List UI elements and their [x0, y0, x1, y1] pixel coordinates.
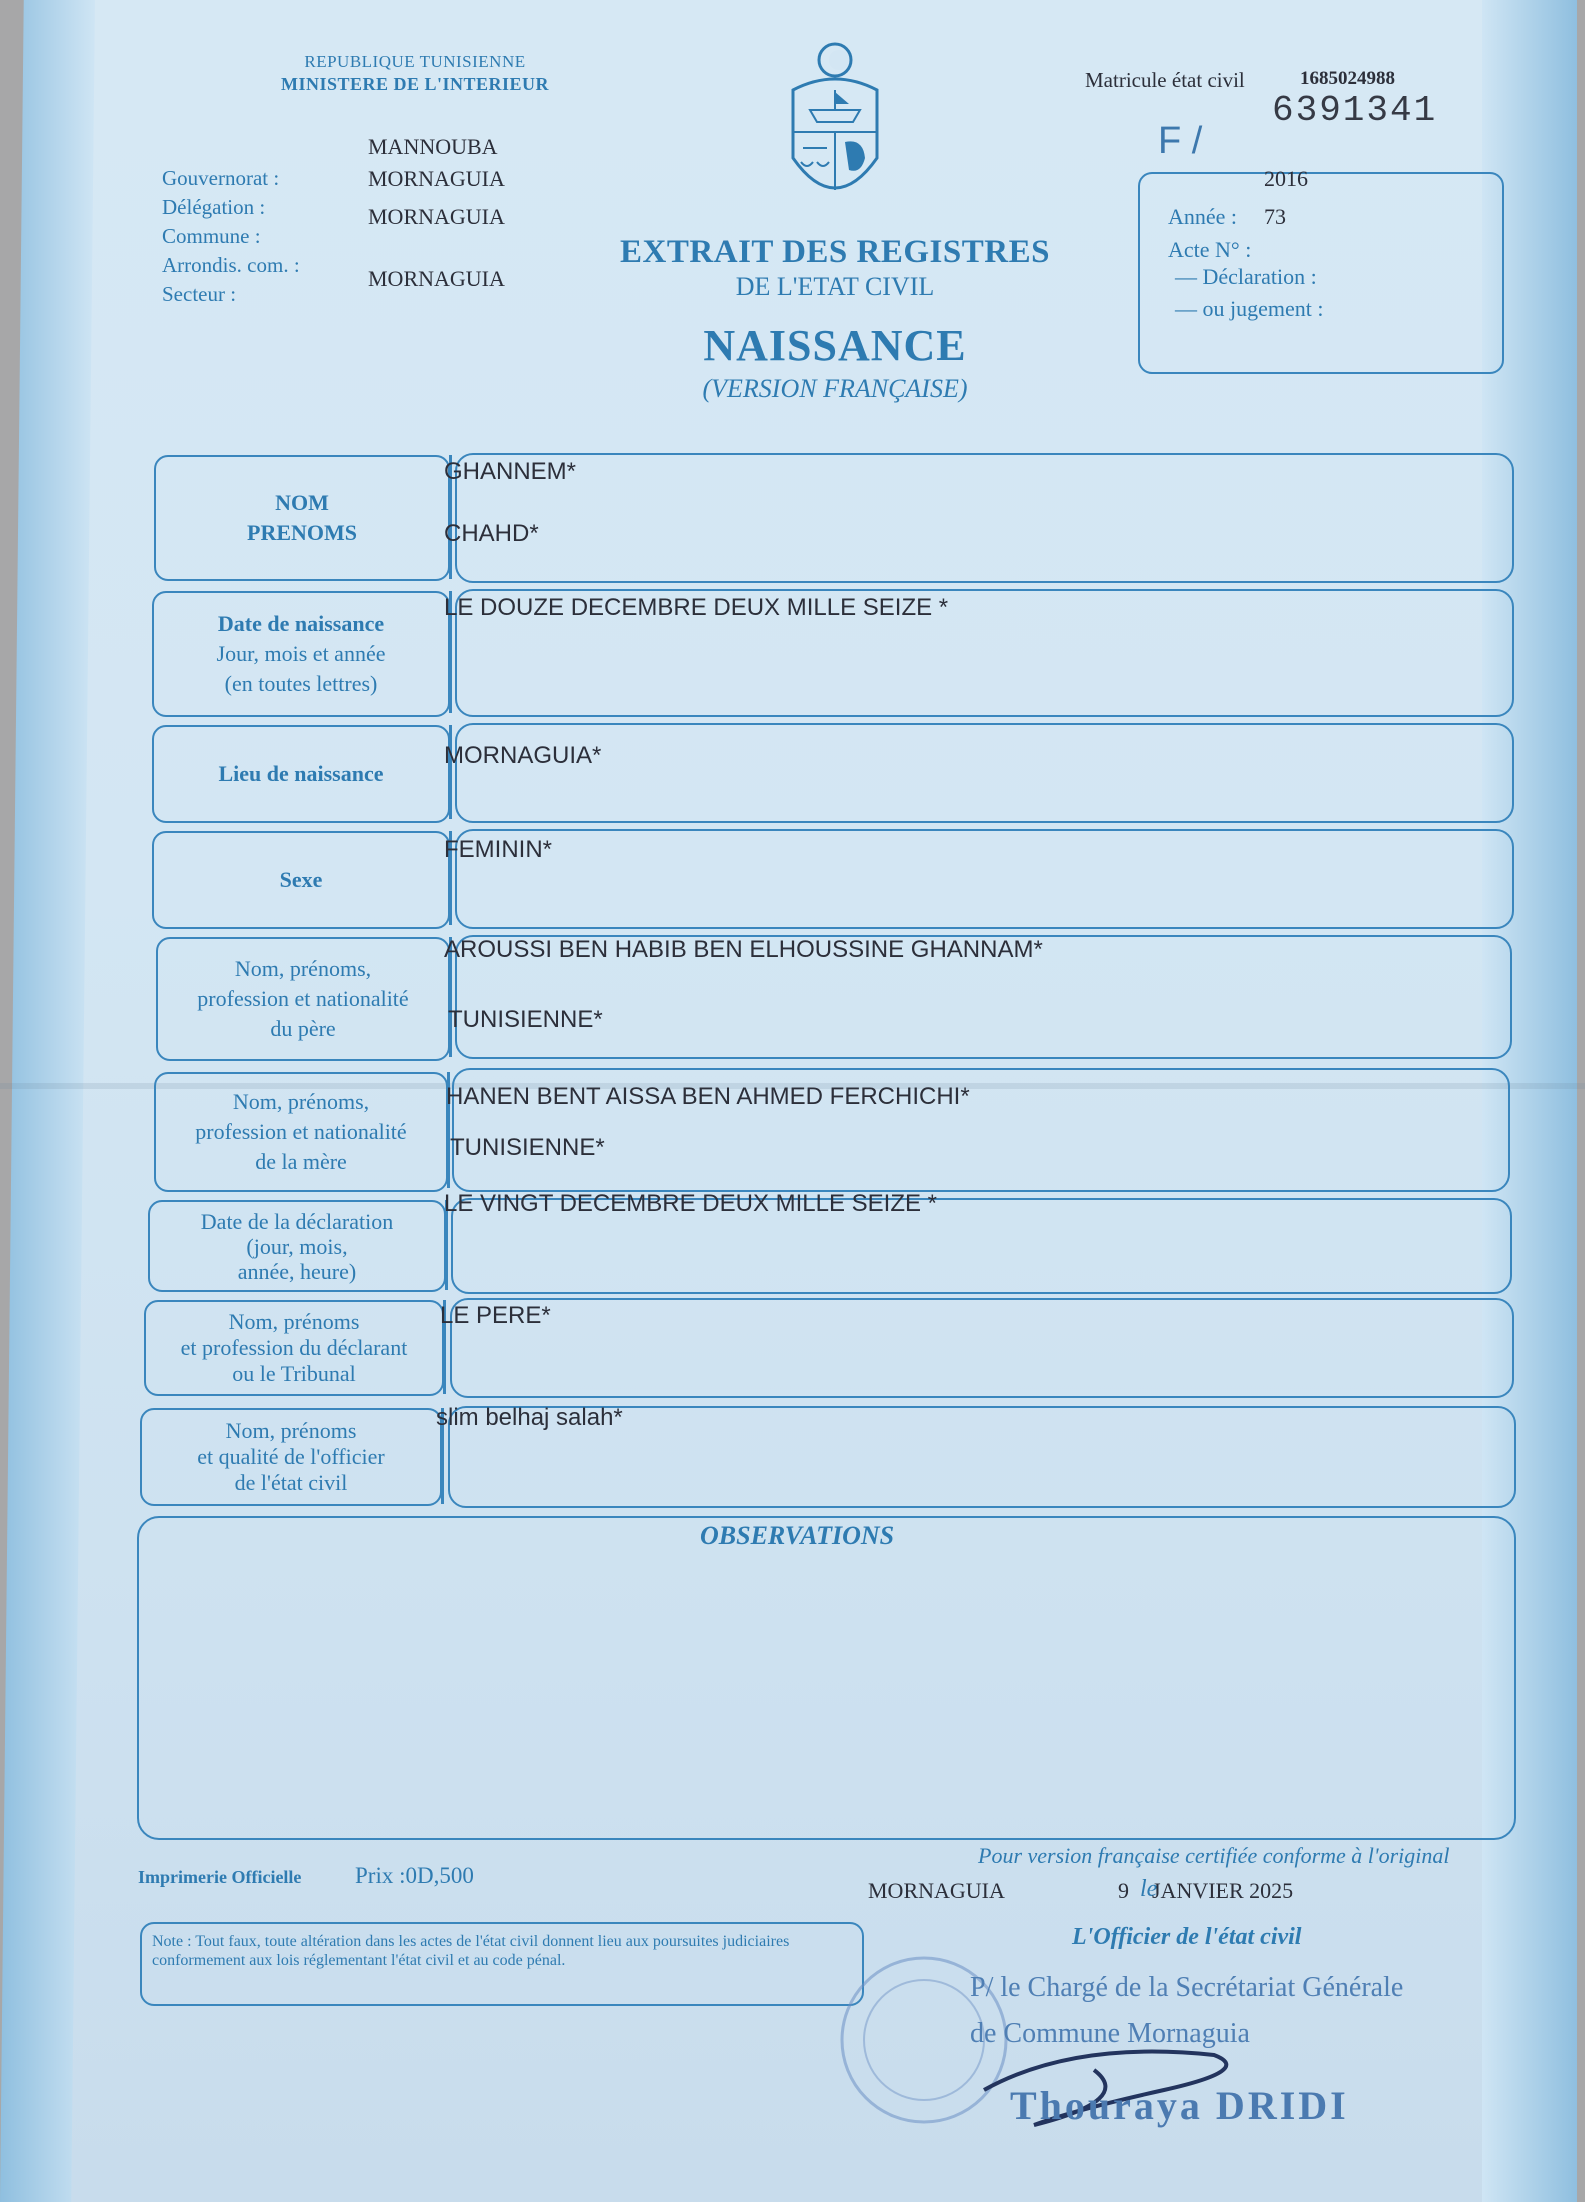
- stamp-text-line1: P/ le Chargé de la Secrétariat Générale: [970, 1972, 1404, 2003]
- mere-label-3: de la mère: [255, 1149, 347, 1174]
- pere-label: [156, 937, 450, 1061]
- mere-label: [154, 1072, 448, 1192]
- annee-value: 73: [1264, 204, 1286, 229]
- stamp-text-line2: de Commune Mornaguia: [970, 2018, 1250, 2049]
- mere-label-1: Nom, prénoms,: [232, 1089, 370, 1114]
- declarant-label-3: ou le Tribunal: [232, 1361, 356, 1386]
- nom-value: GHANNEM*: [444, 458, 577, 485]
- issue-place: MORNAGUIA: [868, 1878, 1005, 1903]
- mere-label-2: profession et nationalité: [195, 1119, 407, 1144]
- declaration-date-value: LE VINGT DECEMBRE DEUX MILLE SEIZE *: [444, 1190, 938, 1217]
- pere-label-2: profession et nationalité: [197, 986, 409, 1011]
- document-title-main: NAISSANCE: [703, 321, 967, 370]
- prenoms-value: CHAHD*: [444, 520, 539, 547]
- arrondissement-label: Arrondis. com. :: [162, 253, 300, 277]
- sexe-value-box: [455, 829, 1514, 929]
- certification-text: Pour version française certifiée conforme à l'original: [978, 1843, 1450, 1868]
- issue-le: le: [1140, 1876, 1158, 1902]
- coat-of-arms-emblem: [775, 40, 895, 220]
- mere-nom-value: HANEN BENT AISSA BEN AHMED FERCHICHI*: [446, 1083, 970, 1110]
- commune-label: Commune :: [162, 224, 261, 248]
- date-naissance-label: [152, 591, 450, 717]
- acte-label: Acte N° :: [1168, 237, 1252, 262]
- declarant-label-2: et profession du déclarant: [180, 1335, 408, 1360]
- document-title-line1: EXTRAIT DES REGISTRES: [620, 234, 1050, 270]
- stamp-name: Thouraya DRIDI: [1010, 2083, 1349, 2128]
- lieu-naissance-label: Lieu de naissance: [152, 725, 450, 823]
- declarant-value-box: [450, 1298, 1514, 1398]
- republic-heading: REPUBLIQUE TUNISIENNE: [304, 52, 526, 71]
- arrondissement-value: MORNAGUIA: [368, 266, 505, 291]
- date-naissance-label-1: Date de naissance: [217, 611, 385, 636]
- printer-label: Imprimerie Officielle: [138, 1867, 302, 1887]
- officier-label-1: Nom, prénoms: [225, 1418, 357, 1443]
- date-naissance-value: LE DOUZE DECEMBRE DEUX MILLE SEIZE *: [444, 594, 949, 621]
- matricule-value: 1685024988: [1300, 68, 1395, 89]
- secteur-label: Secteur :: [162, 282, 237, 306]
- declaration-date-label-2: (jour, mois,: [246, 1233, 348, 1259]
- officier-label-3: de l'état civil: [234, 1470, 348, 1495]
- observations-box: [137, 1516, 1516, 1840]
- date-naissance-label-2: Jour, mois et année: [216, 641, 386, 666]
- ministry-heading: MINISTERE DE L'INTERIEUR: [280, 74, 550, 94]
- gouvernorat-top-value: MANNOUBA: [368, 134, 498, 159]
- declarant-label: [144, 1300, 444, 1396]
- mere-nationalite-value: TUNISIENNE*: [450, 1134, 605, 1161]
- declaration-date-label-3: année, heure): [237, 1258, 357, 1284]
- observations-title: OBSERVATIONS: [700, 1521, 895, 1550]
- jugement-label: — ou jugement :: [1175, 296, 1324, 321]
- lieu-naissance-value-box: [455, 723, 1514, 823]
- sexe-label: Sexe: [152, 831, 450, 929]
- legal-note-text: Note : Tout faux, toute altération dans les actes de l'état civil donnent lieu aux poursuites judiciaires conformement aux lois réglementant l'état civil et au code pénal.: [152, 1933, 790, 1969]
- pere-nom-value: AROUSSI BEN HABIB BEN ELHOUSSINE GHANNAM*: [444, 936, 1043, 963]
- issue-day: 9: [1118, 1878, 1129, 1903]
- row-divider: [449, 725, 452, 819]
- lieu-naissance-value: MORNAGUIA*: [444, 742, 602, 769]
- nom-prenoms-label: [154, 455, 450, 581]
- nom-label: NOM: [275, 490, 329, 515]
- declaration-date-label-1: Date de la déclaration: [200, 1208, 394, 1234]
- officier-label: [140, 1408, 442, 1506]
- f-mark: F /: [1158, 120, 1203, 162]
- pere-label-3: du père: [270, 1016, 336, 1041]
- declarant-label-1: Nom, prénoms: [228, 1309, 360, 1334]
- date-naissance-label-3: (en toutes lettres): [224, 671, 378, 696]
- annee-label: Année :: [1168, 204, 1238, 229]
- legal-note-box: [140, 1922, 864, 2006]
- nom-prenoms-value-box: [455, 453, 1514, 583]
- delegation-value: MORNAGUIA: [368, 204, 505, 229]
- registry-year: 2016: [1264, 166, 1308, 191]
- declarant-value: LE PERE*: [440, 1302, 551, 1329]
- serial-number: 6391341: [1272, 90, 1438, 131]
- gouvernorat-label: Gouvernorat :: [162, 166, 280, 190]
- delegation-label: Délégation :: [162, 195, 266, 219]
- pere-label-1: Nom, prénoms,: [234, 956, 372, 981]
- prenoms-label: PRENOMS: [247, 520, 357, 545]
- document-title-line2: DE L'ETAT CIVIL: [735, 272, 935, 301]
- admin-labels: [162, 164, 300, 309]
- document-version: (VERSION FRANÇAISE): [702, 374, 968, 403]
- gouvernorat-value: MORNAGUIA: [368, 166, 505, 191]
- price-label: Prix :0D,500: [355, 1863, 474, 1888]
- officer-title: L'Officier de l'état civil: [1072, 1924, 1302, 1950]
- pere-nationalite-value: TUNISIENNE*: [448, 1006, 603, 1033]
- declaration-date-label: [148, 1200, 446, 1292]
- officier-label-2: et qualité de l'officier: [197, 1444, 385, 1469]
- matricule-label: Matricule état civil: [1085, 68, 1245, 92]
- officier-value: slim belhaj salah*: [436, 1404, 623, 1431]
- declaration-label: — Déclaration :: [1175, 264, 1317, 289]
- issue-month-year: JANVIER 2025: [1152, 1878, 1294, 1903]
- sexe-value: FEMININ*: [444, 836, 552, 863]
